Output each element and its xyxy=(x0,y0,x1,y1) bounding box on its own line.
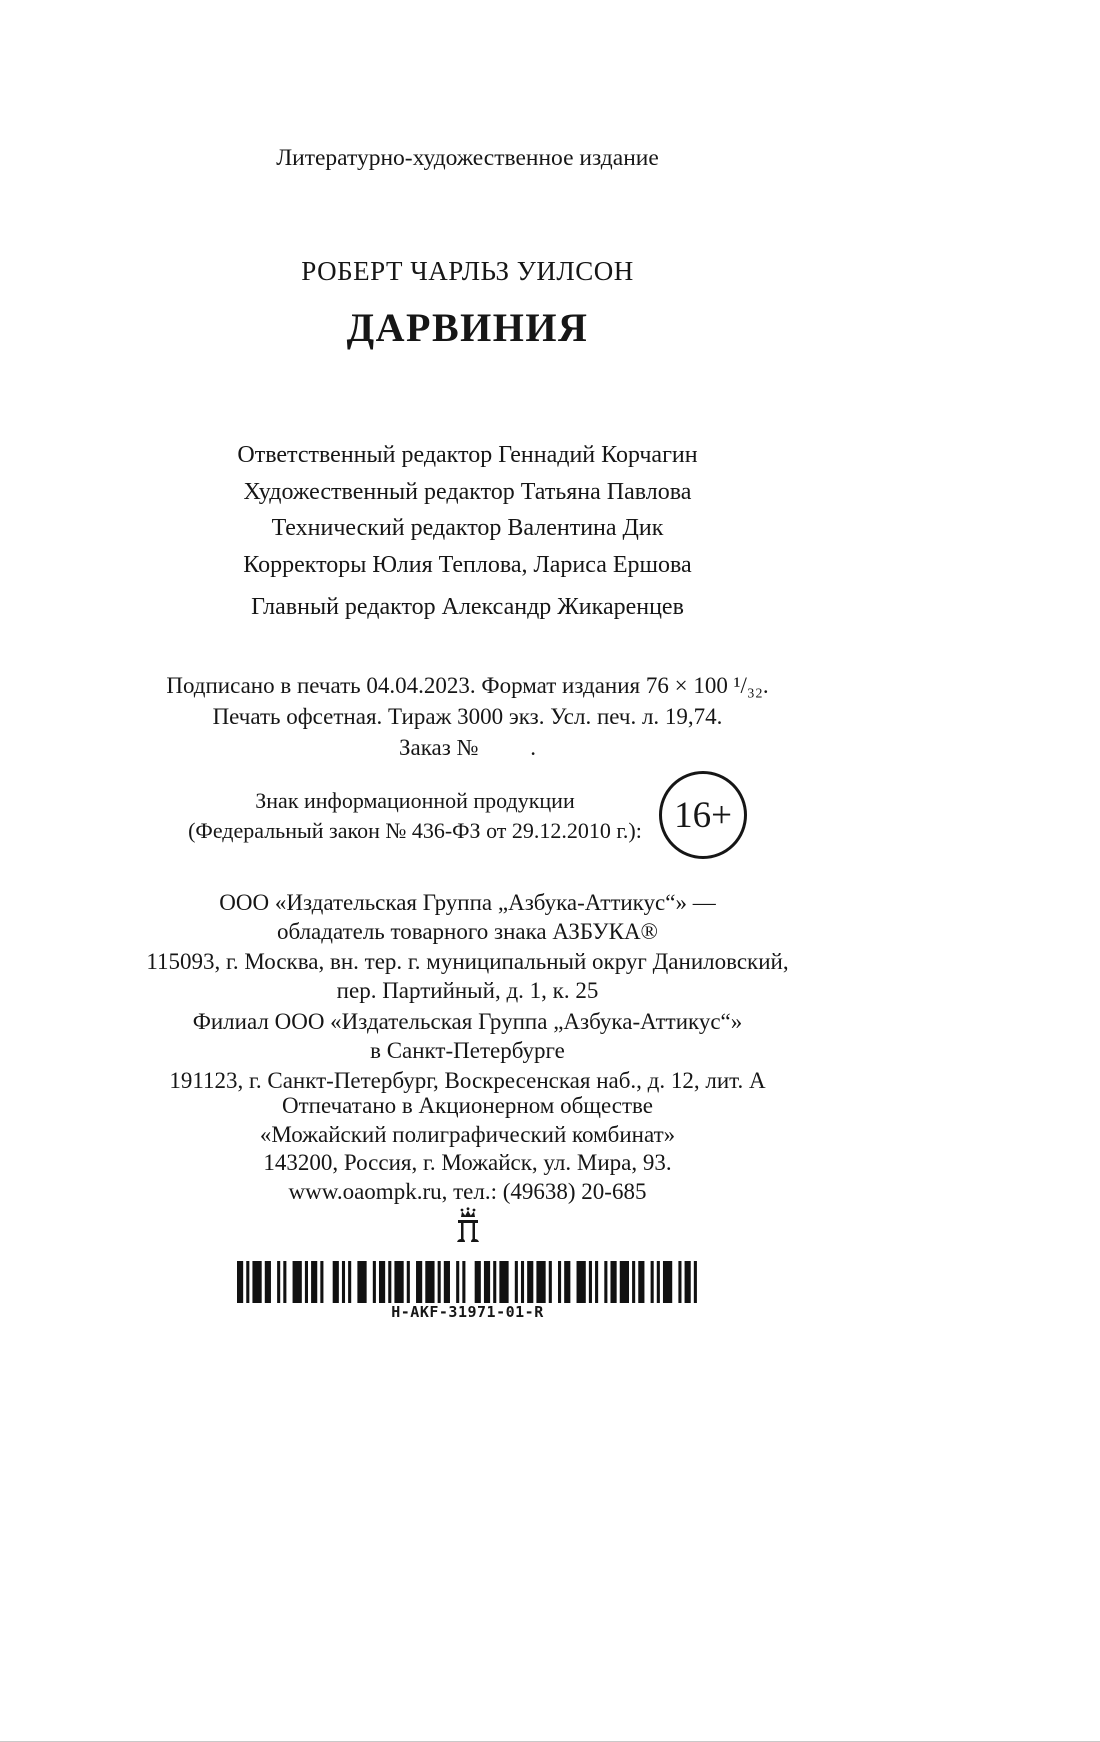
publisher-line: www.oaompk.ru, тел.: (49638) 20-685 xyxy=(288,1178,647,1204)
print-info xyxy=(0,670,935,763)
age-mark-caption-line: (Федеральный закон № 436-ФЗ от 29.12.2010 г.): xyxy=(188,818,642,843)
barcode-label: H-AKF-31971-01-R xyxy=(391,1303,544,1321)
age-mark-caption xyxy=(0,786,935,846)
print-info-line: Печать офсетная. Тираж 3000 экз. Усл. печ. л. 19,74. xyxy=(212,704,723,729)
publisher-line: пер. Партийный, д. 1, к. 25 xyxy=(336,978,599,1004)
publisher-line: Филиал ООО «Издательская Группа „Азбука-Аттикус“» xyxy=(192,1009,743,1034)
publisher-line: 115093, г. Москва, вн. тер. г. муниципальный округ Даниловский, xyxy=(146,948,789,974)
barcode-image xyxy=(237,1261,700,1303)
publisher-line: в Санкт-Петербурге xyxy=(370,1038,565,1064)
age-mark-caption-line: Знак информационной продукции xyxy=(255,788,575,813)
publisher-line: ООО «Издательская Группа „Азбука-Аттикус“» — xyxy=(219,890,716,915)
staff-line: Художественный редактор Татьяна Павлова xyxy=(243,478,692,505)
chief-editor-line: Главный редактор Александр Жикаренцев xyxy=(251,594,684,620)
print-info-line: Подписано в печать 04.04.2023. Формат издания 76 × 100 ¹/₃₂. xyxy=(166,673,769,698)
publisher-logo-icon xyxy=(0,1207,935,1252)
staff-line: Технический редактор Валентина Дик xyxy=(271,515,664,542)
publisher-info-block xyxy=(0,888,935,1006)
author-name: РОБЕРТ ЧАРЛЬЗ УИЛСОН xyxy=(301,256,634,286)
printing-house-block xyxy=(0,1092,935,1206)
age-rating-value: 16+ xyxy=(674,794,732,836)
crowned-monogram-icon xyxy=(453,1207,483,1247)
publisher-line: 191123, г. Санкт-Петербург, Воскресенская наб., д. 12, лит. А xyxy=(169,1067,766,1093)
print-info-line: Заказ № . xyxy=(398,735,537,760)
publisher-line: обладатель товарного знака АЗБУКА® xyxy=(276,919,659,945)
staff-credits xyxy=(0,437,935,583)
publisher-branch-block xyxy=(0,1007,935,1095)
book-title: ДАРВИНИЯ xyxy=(346,305,589,350)
publisher-line: 143200, Россия, г. Можайск, ул. Мира, 93. xyxy=(263,1150,672,1176)
publisher-line: Отпечатано в Акционерном обществе xyxy=(282,1093,653,1118)
age-rating-badge xyxy=(659,771,747,859)
publisher-line: «Можайский полиграфический комбинат» xyxy=(259,1121,676,1147)
staff-line: Корректоры Юлия Теплова, Лариса Ершова xyxy=(243,551,692,578)
edition-type: Литературно-художественное издание xyxy=(276,145,659,171)
staff-line: Ответственный редактор Геннадий Корчагин xyxy=(237,442,698,468)
